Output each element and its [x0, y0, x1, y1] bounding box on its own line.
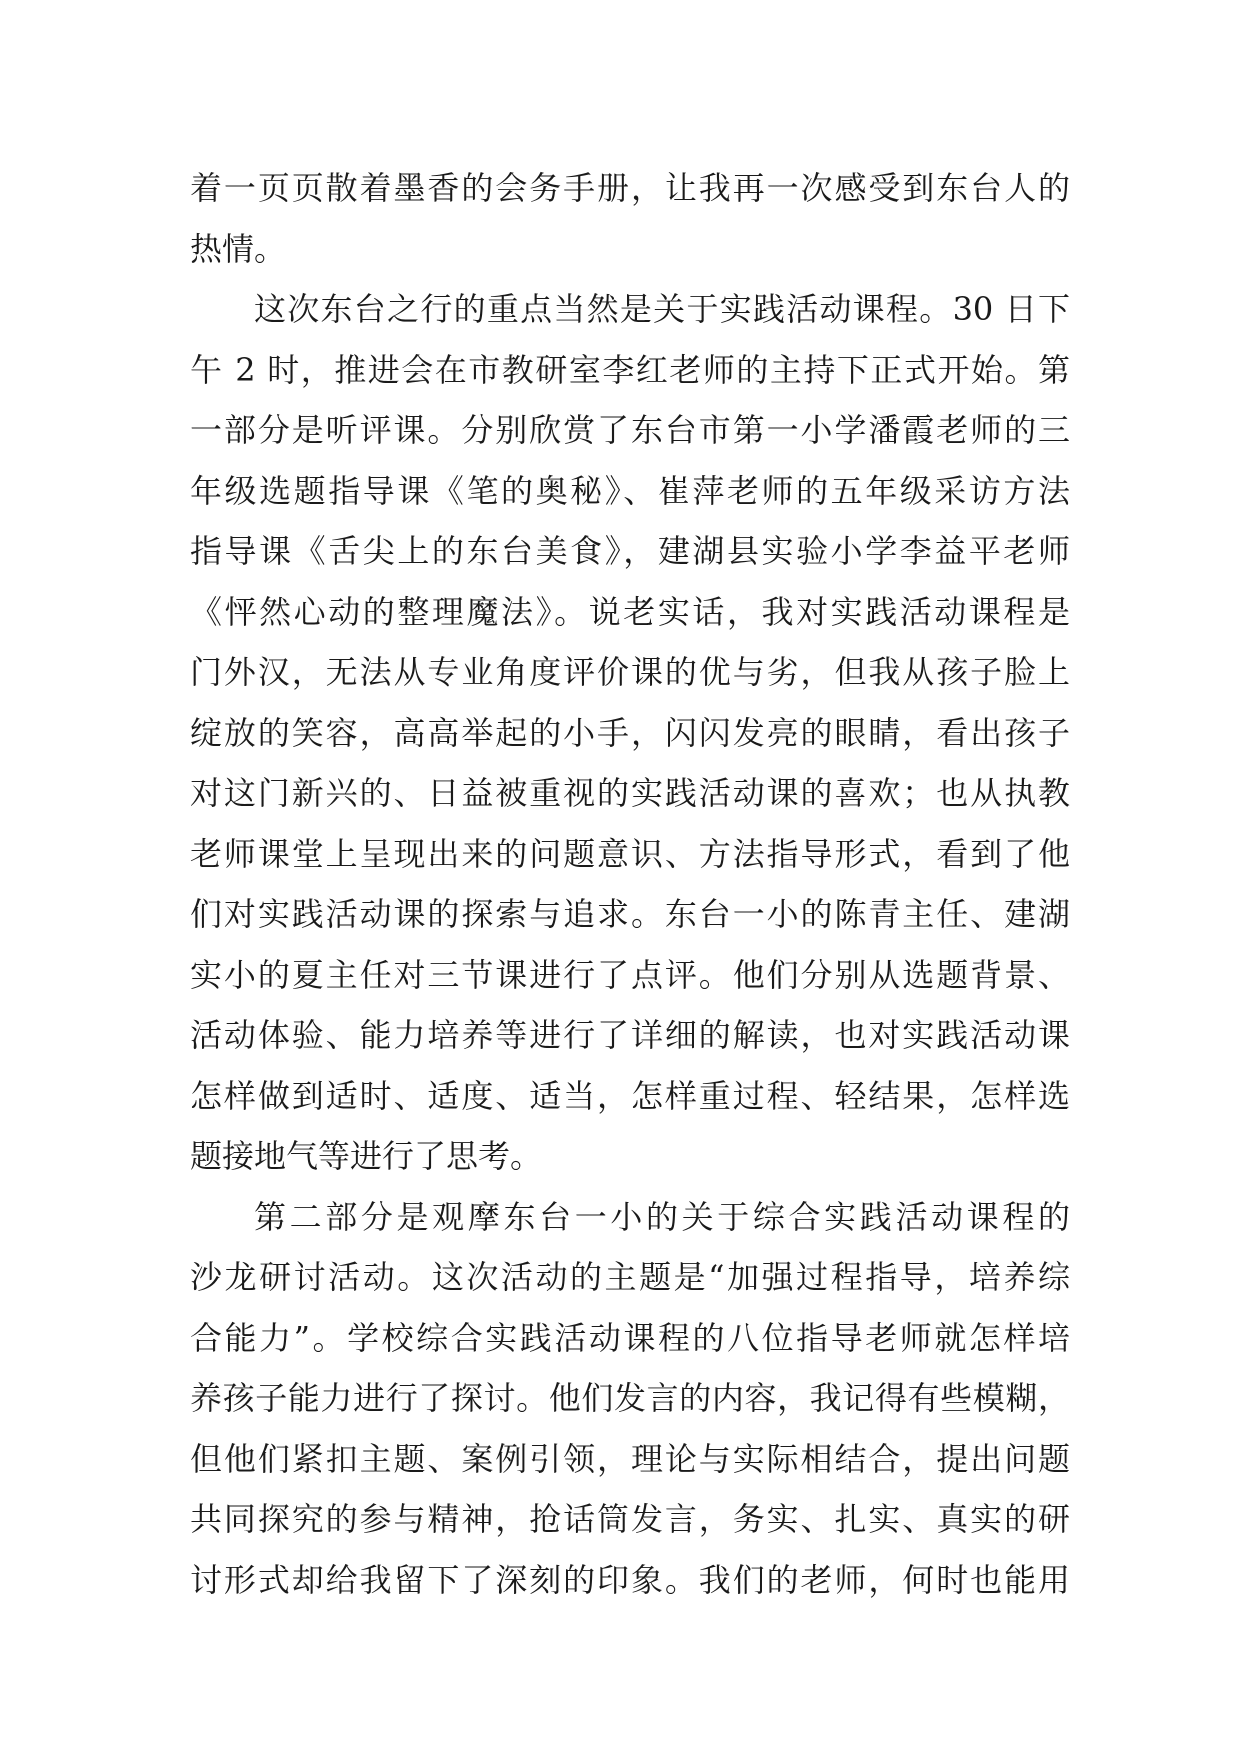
text-line: 《怦然心动的整理魔法》。说老实话，我对实践活动课程是	[190, 592, 1070, 631]
text-line: 合能力”。学校综合实践活动课程的八位指导老师就怎样培	[190, 1318, 1070, 1357]
text-line: 活动体验、能力培养等进行了详细的解读，也对实践活动课	[190, 1016, 1070, 1054]
text-line: 但他们紧扣主题、案例引领，理论与实际相结合，提出问题	[190, 1439, 1070, 1478]
text-line: 这次东台之行的重点当然是关于实践活动课程。30 日下	[254, 290, 1070, 328]
text-line: 热情。	[190, 229, 287, 268]
text-line: 实小的夏主任对三节课进行了点评。他们分别从选题背景、	[190, 955, 1070, 994]
paragraph	[190, 1187, 1070, 1611]
text-line: 共同探究的参与精神，抢话筒发言，务实、扎实、真实的研	[190, 1500, 1070, 1538]
text-line: 一部分是听评课。分别欣赏了东台市第一小学潘霞老师的三	[190, 411, 1070, 449]
text-line: 对这门新兴的、日益被重视的实践活动课的喜欢；也从执教	[190, 774, 1070, 812]
text-line: 们对实践活动课的探索与追求。东台一小的陈青主任、建湖	[190, 895, 1070, 933]
text-line: 午 2 时，推进会在市教研室李红老师的主持下正式开始。第	[190, 350, 1070, 389]
text-line: 绽放的笑容，高高举起的小手，闪闪发亮的眼睛，看出孩子	[190, 713, 1070, 752]
text-line: 养孩子能力进行了探讨。他们发言的内容，我记得有些模糊，	[190, 1379, 1070, 1417]
text-line: 怎样做到适时、适度、适当，怎样重过程、轻结果，怎样选	[190, 1076, 1070, 1115]
text-line: 沙龙研讨活动。这次活动的主题是“加强过程指导，培养综	[190, 1258, 1070, 1296]
text-line: 着一页页散着墨香的会务手册，让我再一次感受到东台人的	[190, 169, 1070, 207]
text-line: 门外汉，无法从专业角度评价课的优与劣，但我从孩子脸上	[190, 653, 1070, 691]
text-line: 讨形式却给我留下了深刻的印象。我们的老师，何时也能用	[190, 1560, 1070, 1599]
text-line: 题接地气等进行了思考。	[190, 1137, 543, 1175]
text-line: 第二部分是观摩东台一小的关于综合实践活动课程的	[254, 1197, 1070, 1236]
paragraph	[190, 279, 1070, 1187]
text-line: 老师课堂上呈现出来的问题意识、方法指导形式，看到了他	[190, 834, 1070, 873]
text-line: 年级选题指导课《笔的奥秘》、崔萍老师的五年级采访方法	[190, 471, 1070, 510]
document-body	[190, 158, 1070, 1610]
text-line: 指导课《舌尖上的东台美食》，建湖县实验小学李益平老师	[190, 532, 1070, 570]
paragraph	[190, 158, 1070, 279]
